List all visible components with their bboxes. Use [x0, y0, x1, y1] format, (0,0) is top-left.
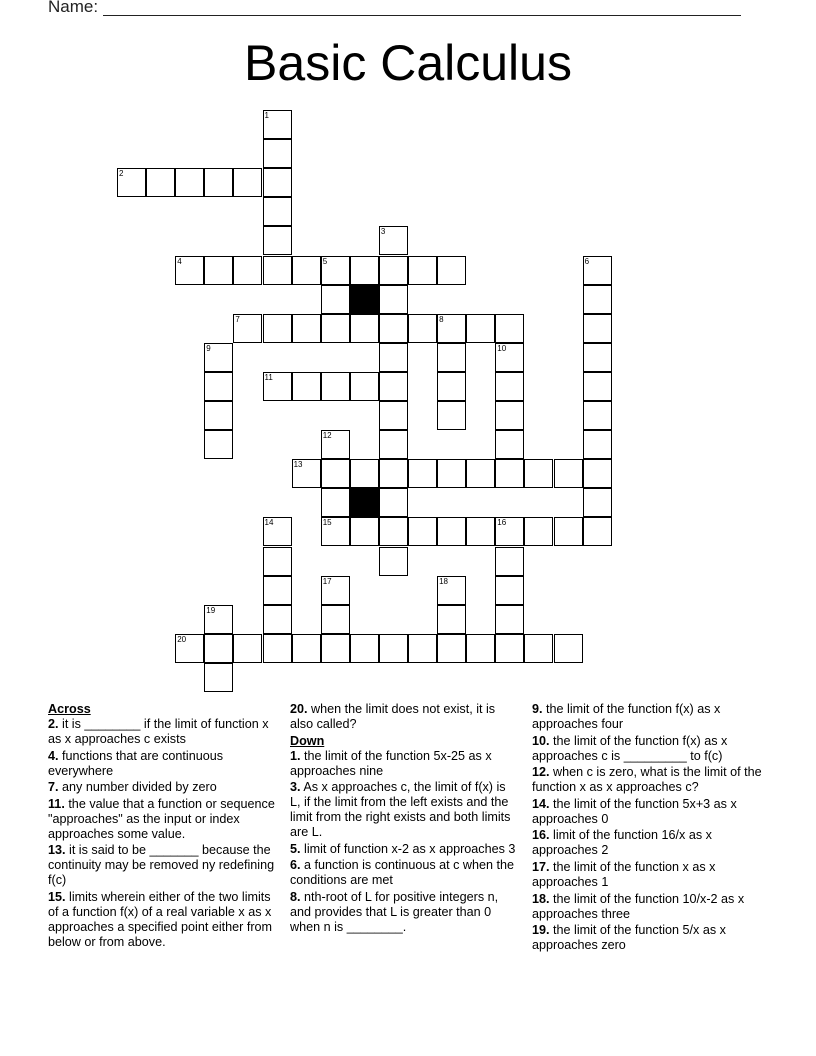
- cell-number: 5: [322, 256, 328, 266]
- grid-cell[interactable]: [495, 576, 524, 605]
- grid-cell[interactable]: [437, 576, 466, 605]
- grid-cell[interactable]: [437, 372, 466, 401]
- clues-column-2: [290, 702, 518, 937]
- grid-cell[interactable]: [437, 459, 466, 488]
- grid-cell[interactable]: [583, 459, 612, 488]
- grid-cell[interactable]: [408, 314, 437, 343]
- clue-number: 11.: [48, 796, 65, 811]
- grid-cell[interactable]: [437, 314, 466, 343]
- clue-text: the value that a function or sequence "approaches" as the input or index approaches some value.: [48, 796, 275, 841]
- grid-cell[interactable]: [204, 634, 233, 663]
- grid-cell[interactable]: [233, 256, 262, 285]
- grid-cell[interactable]: [175, 634, 204, 663]
- clue-text: nth-root of L for positive integers n, and provides that L is greater than 0 when n is ________.: [290, 889, 499, 934]
- grid-cell[interactable]: [175, 168, 204, 197]
- clue-number: 14.: [532, 796, 550, 811]
- clue-across-2: [48, 717, 276, 747]
- grid-cell[interactable]: [321, 605, 350, 634]
- grid-cell[interactable]: [495, 430, 524, 459]
- clue-number: 13.: [48, 843, 66, 858]
- grid-cell[interactable]: [379, 634, 408, 663]
- clue-number: 2.: [48, 717, 59, 731]
- grid-cell[interactable]: [263, 576, 292, 605]
- grid-cell[interactable]: [466, 634, 495, 663]
- clue-text: the limit of the function f(x) as x approaches c is _________ to f(c): [532, 733, 728, 763]
- grid-cell[interactable]: [437, 401, 466, 430]
- clue-text: the limit of the function f(x) as x approaches four: [532, 702, 721, 731]
- clue-down-1: [290, 749, 518, 779]
- grid-cell[interactable]: [321, 314, 350, 343]
- grid-cell[interactable]: [292, 459, 321, 488]
- grid-cell[interactable]: [495, 401, 524, 430]
- cell-number: 11: [264, 372, 273, 382]
- grid-cell[interactable]: [350, 517, 379, 546]
- grid-cell[interactable]: [466, 314, 495, 343]
- grid-cell[interactable]: [437, 517, 466, 546]
- grid-cell[interactable]: [350, 459, 379, 488]
- grid-cell[interactable]: [495, 459, 524, 488]
- grid-cell[interactable]: [321, 488, 350, 517]
- grid-cell[interactable]: [408, 517, 437, 546]
- clue-text: the limit of the function 10/x-2 as x approaches three: [532, 891, 745, 921]
- clue-text: limits wherein either of the two limits of a function f(x) of a real variable x as x approaches a specified point either from below or from above.: [48, 889, 273, 949]
- clue-text: limit of function x-2 as x approaches 3: [304, 841, 516, 856]
- clue-text: As x approaches c, the limit of f(x) is L, if the limit from the left exists and the limit from the right exists and both limits are L.: [290, 780, 511, 840]
- grid-cell[interactable]: [583, 401, 612, 430]
- grid-cell[interactable]: [350, 372, 379, 401]
- grid-cell[interactable]: [204, 401, 233, 430]
- clue-number: 4.: [48, 748, 59, 763]
- grid-cell[interactable]: [350, 256, 379, 285]
- grid-cell[interactable]: [379, 488, 408, 517]
- grid-cell[interactable]: [204, 372, 233, 401]
- grid-cell[interactable]: [379, 343, 408, 372]
- grid-cell[interactable]: [466, 517, 495, 546]
- grid-cell[interactable]: [233, 634, 262, 663]
- clue-number: 15.: [48, 889, 66, 904]
- clue-down-5: [290, 842, 518, 857]
- grid-cell[interactable]: [263, 605, 292, 634]
- grid-cell[interactable]: [583, 285, 612, 314]
- grid-cell[interactable]: [263, 139, 292, 168]
- grid-cell[interactable]: [146, 168, 175, 197]
- grid-cell[interactable]: [379, 256, 408, 285]
- clue-across-15: [48, 890, 276, 950]
- grid-cell[interactable]: [204, 168, 233, 197]
- clue-number: 5.: [290, 841, 301, 856]
- clues-column-1: [48, 702, 276, 952]
- grid-cell[interactable]: [233, 314, 262, 343]
- cell-number: 9: [206, 343, 211, 353]
- grid-cell[interactable]: [379, 401, 408, 430]
- clue-number: 20.: [290, 702, 308, 716]
- clue-number: 9.: [532, 702, 543, 716]
- clue-down-14: [532, 797, 764, 827]
- grid-cell[interactable]: [437, 256, 466, 285]
- grid-cell[interactable]: [495, 634, 524, 663]
- page-title: Basic Calculus: [244, 35, 572, 91]
- cell-number: 4: [177, 256, 182, 266]
- clue-text: the limit of the function 5x-25 as x approaches nine: [290, 748, 492, 778]
- grid-cell[interactable]: [292, 256, 321, 285]
- grid-cell[interactable]: [554, 459, 583, 488]
- grid-cell[interactable]: [204, 343, 233, 372]
- grid-cell[interactable]: [263, 226, 292, 255]
- cell-number: 7: [235, 314, 240, 324]
- grid-cell[interactable]: [292, 314, 321, 343]
- grid-cell[interactable]: [495, 517, 524, 546]
- grid-cell[interactable]: [583, 256, 612, 285]
- clue-text: the limit of the function x as x approaches 1: [532, 859, 716, 889]
- clue-down-6: [290, 858, 518, 888]
- grid-cell[interactable]: [495, 343, 524, 372]
- clue-down-17: [532, 860, 764, 890]
- cell-number: 12: [322, 431, 332, 441]
- clue-text: the limit of the function 5x+3 as x approaches 0: [532, 796, 737, 826]
- grid-cell[interactable]: [263, 517, 292, 546]
- grid-cell[interactable]: [321, 430, 350, 459]
- grid-cell[interactable]: [379, 226, 408, 255]
- grid-cell[interactable]: [495, 605, 524, 634]
- grid-cell[interactable]: [350, 314, 379, 343]
- cell-number: 19: [206, 605, 216, 615]
- cell-number: 18: [439, 576, 448, 586]
- grid-cell[interactable]: [495, 314, 524, 343]
- grid-cell[interactable]: [583, 430, 612, 459]
- clue-down-18: [532, 892, 764, 922]
- grid-cell[interactable]: [204, 663, 233, 692]
- grid-cell[interactable]: [408, 256, 437, 285]
- grid-cell[interactable]: [233, 168, 262, 197]
- grid-cell[interactable]: [321, 372, 350, 401]
- cell-number: 10: [497, 343, 507, 353]
- cell-number: 1: [264, 111, 269, 120]
- cell-number: 14: [264, 518, 274, 528]
- clue-down-12: [532, 765, 764, 795]
- clue-across-20: [290, 702, 518, 732]
- clue-text: it is ________ if the limit of function x as x approaches c exists: [48, 717, 269, 746]
- cell-number: 8: [439, 314, 444, 324]
- clue-number: 12.: [532, 765, 550, 780]
- grid-cell[interactable]: [379, 547, 408, 576]
- grid-cell[interactable]: [524, 634, 553, 663]
- clue-down-3: [290, 780, 518, 840]
- grid-cell[interactable]: [379, 517, 408, 546]
- clue-number: 8.: [290, 889, 301, 904]
- grid-cell[interactable]: [554, 634, 583, 663]
- grid-cell[interactable]: [321, 634, 350, 663]
- black-square: [350, 488, 379, 517]
- clue-number: 7.: [48, 780, 59, 795]
- grid-cell[interactable]: [583, 314, 612, 343]
- name-label: Name:: [48, 0, 99, 16]
- grid-cell[interactable]: [466, 459, 495, 488]
- clue-number: 6.: [290, 858, 301, 873]
- grid-cell[interactable]: [321, 285, 350, 314]
- clue-number: 17.: [532, 859, 550, 874]
- clues-column-3: [532, 702, 764, 955]
- cell-number: 6: [584, 256, 590, 266]
- grid-cell[interactable]: [379, 430, 408, 459]
- cell-number: 13: [293, 460, 303, 470]
- grid-cell[interactable]: [263, 372, 292, 401]
- clue-text: a function is continuous at c when the conditions are met: [290, 858, 515, 888]
- clue-text: functions that are continuous everywhere: [48, 748, 224, 778]
- grid-cell[interactable]: [583, 488, 612, 517]
- grid-cell[interactable]: [263, 168, 292, 197]
- clue-number: 3.: [290, 780, 301, 795]
- clue-number: 18.: [532, 891, 550, 906]
- grid-cell[interactable]: [437, 605, 466, 634]
- grid-cell[interactable]: [321, 576, 350, 605]
- clue-text: when the limit does not exist, it is also called?: [290, 702, 496, 731]
- clue-text: the limit of the function 5/x as x approaches zero: [532, 923, 726, 953]
- cell-number: 15: [322, 518, 332, 528]
- grid-cell[interactable]: [263, 314, 292, 343]
- grid-cell[interactable]: [495, 372, 524, 401]
- clue-number: 10.: [532, 733, 550, 748]
- cell-number: 3: [380, 227, 386, 237]
- cell-number: 16: [497, 518, 507, 528]
- clue-across-7: [48, 780, 276, 795]
- grid-cell[interactable]: [263, 197, 292, 226]
- clue-across-13: [48, 843, 276, 888]
- grid-cell[interactable]: [321, 517, 350, 546]
- clue-text: limit of the function 16/x as x approaches 2: [532, 828, 712, 858]
- grid-cell[interactable]: [583, 517, 612, 546]
- grid-cell[interactable]: [437, 634, 466, 663]
- clue-across-11: [48, 797, 276, 842]
- grid-cell[interactable]: [408, 634, 437, 663]
- clue-down-8: [290, 890, 518, 935]
- black-square: [350, 285, 379, 314]
- grid-cell[interactable]: [117, 168, 146, 197]
- grid-cell[interactable]: [263, 547, 292, 576]
- grid-cell[interactable]: [583, 372, 612, 401]
- grid-cell[interactable]: [554, 517, 583, 546]
- grid-cell[interactable]: [263, 110, 292, 139]
- clue-text: when c is zero, what is the limit of the function x as x approaches c?: [532, 765, 762, 795]
- grid-cell[interactable]: [379, 314, 408, 343]
- clue-text: it is said to be _______ because the continuity may be removed ny redefining f(c): [48, 843, 275, 888]
- clue-text: any number divided by zero: [62, 780, 217, 795]
- grid-cell[interactable]: [524, 517, 553, 546]
- grid-cell[interactable]: [437, 343, 466, 372]
- grid-cell[interactable]: [408, 459, 437, 488]
- clue-down-19: [532, 923, 764, 953]
- grid-cell[interactable]: [379, 372, 408, 401]
- grid-cell[interactable]: [263, 256, 292, 285]
- across-heading: Across: [48, 702, 91, 716]
- down-heading: Down: [290, 733, 325, 748]
- clue-across-4: [48, 749, 276, 779]
- grid-cell[interactable]: [350, 634, 379, 663]
- clue-down-9: [532, 702, 764, 732]
- grid-cell[interactable]: [175, 256, 204, 285]
- cell-number: 17: [322, 576, 332, 586]
- grid-cell[interactable]: [204, 430, 233, 459]
- grid-cell[interactable]: [204, 605, 233, 634]
- clue-number: 19.: [532, 923, 550, 938]
- clue-number: 16.: [532, 828, 550, 843]
- grid-cell[interactable]: [321, 459, 350, 488]
- grid-cell[interactable]: [292, 634, 321, 663]
- grid-cell[interactable]: [379, 459, 408, 488]
- grid-cell[interactable]: [292, 372, 321, 401]
- grid-cell[interactable]: [321, 256, 350, 285]
- clue-down-10: [532, 734, 764, 764]
- clue-down-16: [532, 828, 764, 858]
- cell-number: 2: [119, 169, 124, 179]
- grid-cell[interactable]: [204, 256, 233, 285]
- grid-cell[interactable]: [495, 547, 524, 576]
- grid-cell[interactable]: [263, 634, 292, 663]
- grid-cell[interactable]: [524, 459, 553, 488]
- clue-number: 1.: [290, 748, 301, 763]
- cell-number: 20: [177, 634, 187, 644]
- grid-cell[interactable]: [583, 343, 612, 372]
- grid-cell[interactable]: [379, 285, 408, 314]
